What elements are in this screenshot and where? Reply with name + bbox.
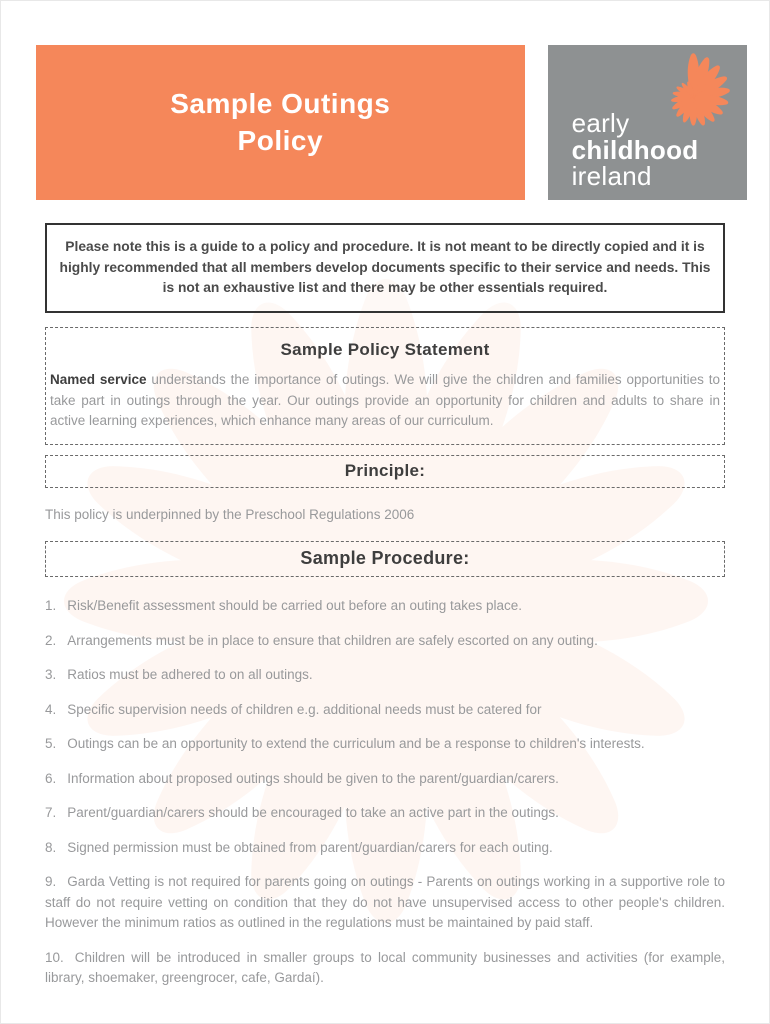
item-text: Signed permission must be obtained from parent/guardian/carers for each outing. [67, 839, 553, 855]
item-number: 8. [45, 839, 57, 855]
list-item [45, 734, 725, 755]
item-number: 1. [45, 598, 57, 614]
early-childhood-ireland-logo [548, 45, 747, 200]
page-title-line2: Policy [237, 124, 324, 156]
logo-word-early: early [571, 108, 630, 139]
item-text: Risk/Benefit assessment should be carried out before an outing takes place. [67, 598, 523, 614]
list-item [45, 665, 725, 686]
item-text: Ratios must be adhered to on all outings. [67, 667, 313, 683]
disclaimer-note-text: Please note this is a guide to a policy and procedure. It is not meant to be directly copied and it is highly recommended that all members develop documents specific to their service and needs. This is not an exhaustive list and there may be other essentials required. [59, 239, 711, 296]
item-text: Children will be introduced in smaller groups to local community businesses and activities (for example, library, shoemaker, greengrocer, cafe, Gardaí). [45, 949, 725, 986]
policy-statement-heading: Sample Policy Statement [280, 340, 490, 360]
list-item [45, 700, 725, 721]
item-number: 9. [45, 874, 57, 890]
policy-statement-body: understands the importance of outings. We will give the children and families opportunities to take part in outings through the year. Our outings provide an opportunity for children and adults to share in active learning experiences, which enhance many areas of our curriculum. [50, 372, 721, 429]
logo-word-ireland: ireland [571, 161, 652, 192]
logo-word-childhood: childhood [571, 134, 699, 165]
item-text: Information about proposed outings should be given to the parent/guardian/carers. [67, 770, 559, 786]
item-text: Garda Vetting is not required for parents going on outings - Parents on outings working in a supportive role to staff do not require vetting on condition that they do not have unsupervised access to other people's children. However the minimum ratios as outlined in the regulations must be maintained by paid staff. [45, 874, 725, 931]
list-item [45, 596, 725, 617]
item-text: Specific supervision needs of children e.g. additional needs must be catered for [67, 701, 542, 717]
principle-heading: Principle: [344, 460, 426, 480]
policy-statement-section [45, 327, 725, 445]
document-content [1, 45, 769, 989]
item-number: 3. [45, 667, 57, 683]
principle-section-header [45, 455, 725, 488]
item-number: 10. [45, 949, 64, 965]
item-number: 5. [45, 736, 57, 752]
list-item [45, 838, 725, 859]
list-item [45, 803, 725, 824]
procedure-section-header [45, 541, 725, 577]
item-number: 2. [45, 632, 57, 648]
policy-statement-paragraph [50, 370, 720, 432]
list-item [45, 872, 725, 934]
principle-body-text: This policy is underpinned by the Preschool Regulations 2006 [45, 506, 415, 522]
item-number: 4. [45, 701, 57, 717]
item-text: Arrangements must be in place to ensure that children are safely escorted on any outing. [67, 632, 598, 648]
list-item [45, 948, 725, 989]
document-header [36, 45, 747, 200]
item-text: Parent/guardian/carers should be encouraged to take an active part in the outings. [67, 805, 559, 821]
item-number: 6. [45, 770, 57, 786]
item-number: 7. [45, 805, 57, 821]
procedure-heading: Sample Procedure: [300, 548, 470, 569]
policy-title-banner [36, 45, 525, 200]
list-item [45, 631, 725, 652]
item-text: Outings can be an opportunity to extend the curriculum and be a response to children's interests. [67, 736, 645, 752]
page-title-line1: Sample Outings [170, 88, 391, 120]
disclaimer-note-box [45, 223, 725, 313]
procedure-list [45, 596, 725, 989]
logo-wordmark [572, 110, 699, 190]
list-item [45, 769, 725, 790]
named-service-lead: Named service [50, 372, 147, 388]
